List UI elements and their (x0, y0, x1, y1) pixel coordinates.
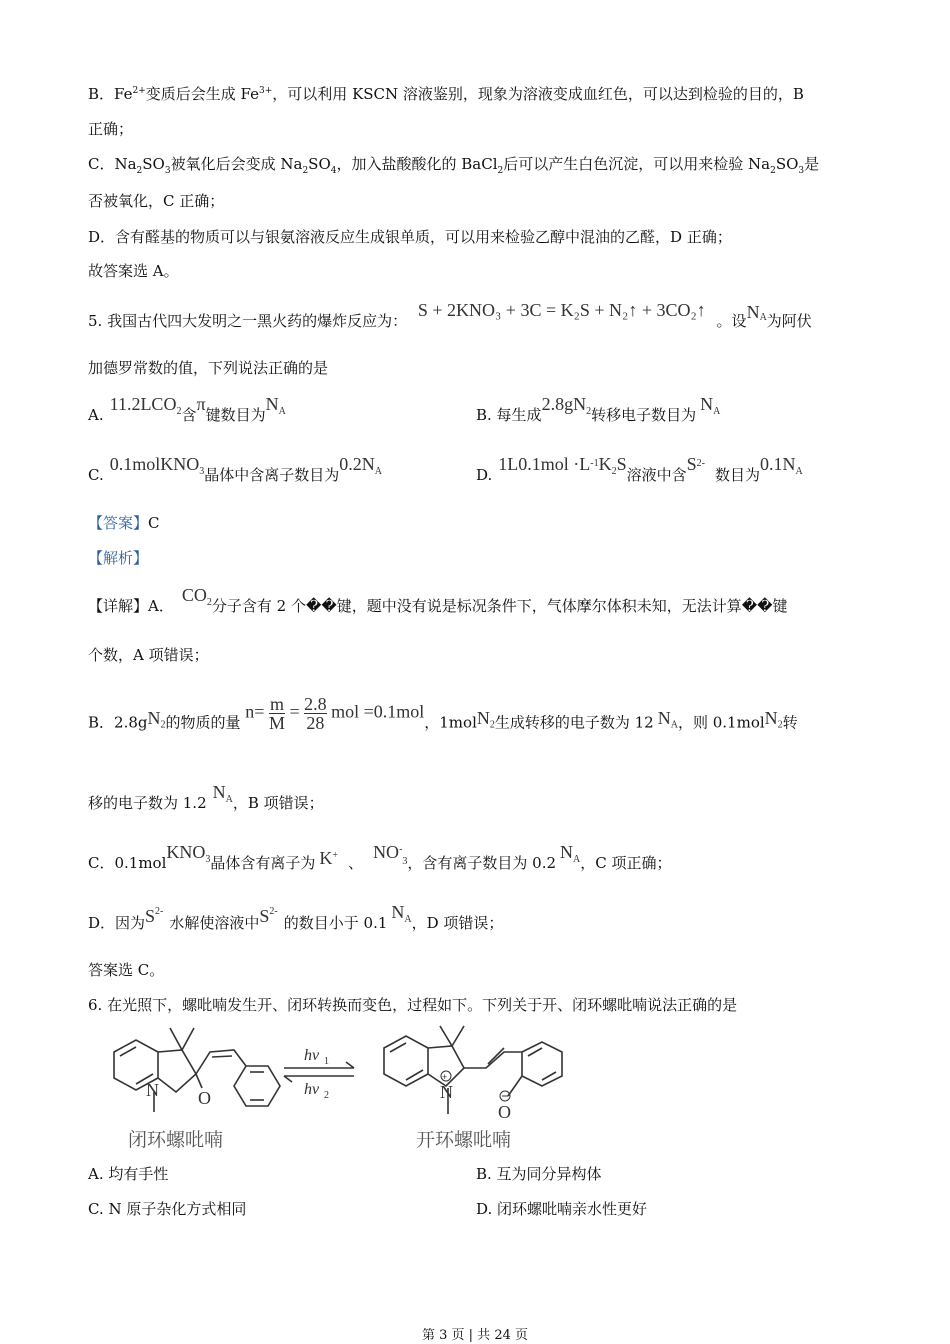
detail-a-2: 个数，A 项错误； (88, 646, 209, 664)
svg-text:1: 1 (324, 1056, 329, 1067)
svg-text:O: O (498, 1102, 511, 1122)
q5-option-a: A.11.2LCO$^2$含π键数目为$N^A$ (88, 394, 286, 424)
page-footer: 第 3 页 | 共 24 页 (422, 1328, 528, 1343)
detail-b-2: 移的电子数为 $1.2N^A$，B 项错误； (88, 782, 324, 812)
q6-option-d: D. 闭环螺吡喃亲水性更好 (476, 1200, 648, 1218)
svg-text:hv: hv (304, 1081, 320, 1098)
q5-equation: S + 2KNO₃ + 3C = K₂S + N₂↑ + 3CO₂↑ (417, 300, 706, 320)
final-answer: 答案选 C。 (88, 961, 165, 979)
q5-option-d: $D.1L0.1mol \cdot L^{-1}K^2S$溶液中含$S^{2-}$数目为$0.1N^A$ (476, 454, 803, 484)
detail-b: B．2.8gN2的物质的量 n= $\frac{m}{M}$ = $\frac{2.8}{28}$ mol =0.1mol，1molN2生成转移的电子数为 12 NA，则 0.1molN2转 (88, 694, 798, 733)
mole-fraction-equation: n= $\frac{m}{M}$ = $\frac{2.8}{28}$ mol =0.1mol (245, 694, 425, 733)
q6-option-c: C. N 原子杂化方式相同 (88, 1200, 247, 1218)
spiropyran-figure (84, 1022, 604, 1154)
q5-option-b: B. 每生成$2.8gN^2$转移电子数目为$N^A$ (476, 394, 721, 424)
text-line-answer-prev: 故答案选 A。 (88, 262, 179, 280)
detail-c: C．0.1molKNO$^3$晶体含有离子为 K+ 、$NO^{-3}$，含有离子数目为 $0.2N^A$，C 项正确； (88, 842, 672, 872)
text-line-b1: B．$Fe^{2+}$变质后会生成 $Fe^{3+}$，可以利用 KSCN 溶液鉴别，现象为溶液变成血红色，可以达到检验的目的，B (88, 85, 804, 103)
q5-stem-2: 加德罗常数的值，下列说法正确的是 (88, 359, 329, 377)
q6-stem: 6. 在光照下，螺吡喃发生开、闭环转换而变色，过程如下。下列关于开、闭环螺吡喃说法正确的是 (88, 996, 738, 1014)
label-closed: 闭环螺吡喃 (128, 1129, 224, 1151)
svg-text:2: 2 (324, 1090, 329, 1101)
svg-text:N: N (440, 1082, 453, 1102)
svg-text:hv: hv (304, 1047, 320, 1064)
text-line-b2: 正确； (88, 120, 134, 138)
text-line-c1: C．$Na_2SO_3$被氧化后会变成 $Na_2SO_4$，加入盐酸酸化的 BaCl$_2$后可以产生白色沉淀，可以用来检验 $Na_2SO_3$是 (88, 155, 820, 176)
detail-d: D．因为$S^{2-}$水解使溶液中$S^{2-}$的数目小于 $0.1N^A$，D 项错误； (88, 902, 504, 932)
q6-option-a: A. 均有手性 (88, 1165, 169, 1183)
q6-option-b: B. 互为同分异构体 (476, 1165, 602, 1183)
label-open: 开环螺吡喃 (416, 1129, 512, 1151)
q5-option-c: C.0.1molKNO$^3$晶体中含离子数目为$0.2N^A$ (88, 454, 382, 484)
answer-line: 【答案】C (88, 514, 160, 532)
svg-text:N: N (146, 1080, 159, 1100)
svg-text:+: + (442, 1072, 448, 1082)
analysis-label: 【解析】 (88, 549, 149, 567)
q5-stem: 5. 我国古代四大发明之一黑火药的爆炸反应为： S + 2KNO₃ + 3C = K₂S + N₂↑ + 3CO₂↑ 。设$N^A$为阿伏 (88, 300, 812, 330)
text-line-d1: D．含有醛基的物质可以与银氨溶液反应生成银单质，可以用来检验乙醇中混油的乙醛，D 正确； (88, 228, 732, 246)
svg-text:O: O (198, 1088, 211, 1108)
detail-a: 【详解】A．$CO^2$分子含有 2 个��键，题中没有说是标况条件下，气体摩尔体积未知，无法计算��键 (88, 585, 788, 615)
text-line-c2: 否被氧化，C 正确； (88, 192, 225, 210)
